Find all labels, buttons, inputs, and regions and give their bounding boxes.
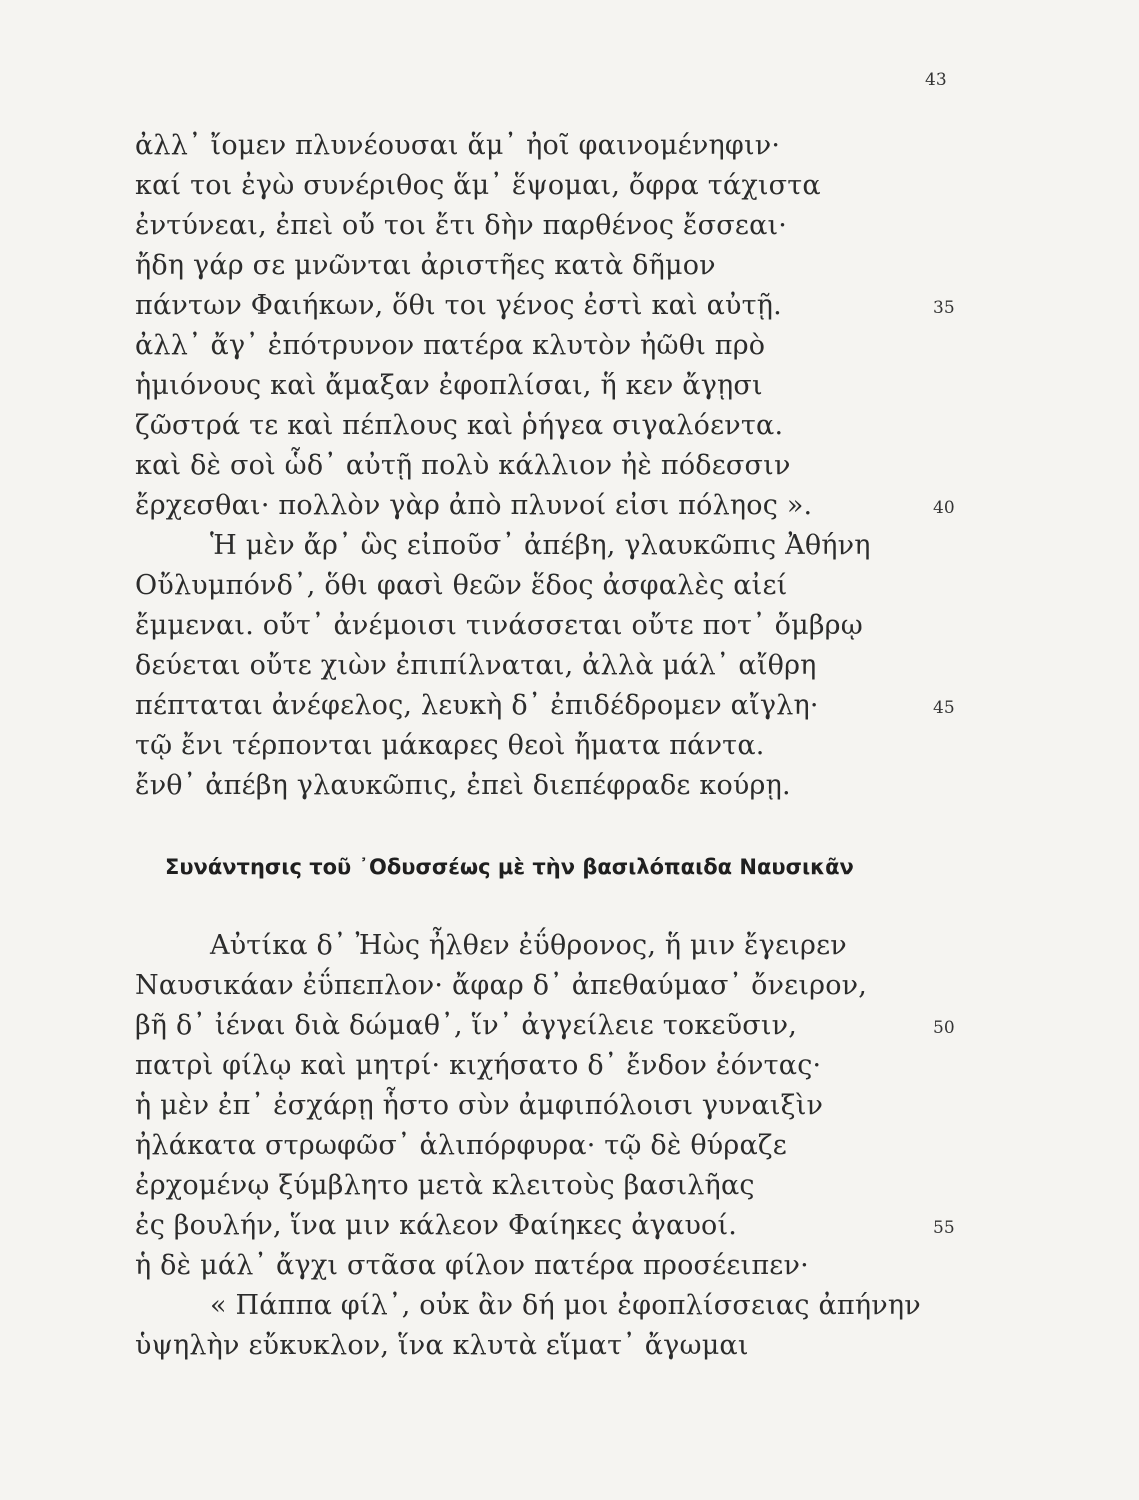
- verse-line: ἔνθ᾽ ἀπέβη γλαυκῶπις, ἐπεὶ διεπέφραδε κούρῃ.: [135, 770, 791, 801]
- verse-line: Οὔλυμπόνδ᾽, ὅθι φασὶ θεῶν ἕδος ἀσφαλὲς αἰεί: [135, 570, 788, 601]
- verse-line: πάντων Φαιήκων, ὅθι τοι γένος ἐστὶ καὶ αὐτῇ.: [135, 290, 782, 321]
- verse-line: τῷ ἔνι τέρπονται μάκαρες θεοὶ ἤματα πάντα.: [135, 730, 765, 761]
- verse-line: Ναυσικάαν ἐΰπεπλον· ἄφαρ δ᾽ ἀπεθαύμασ᾽ ὄνειρον,: [135, 970, 868, 1001]
- verse-line: ἐντύνεαι, ἐπεὶ οὔ τοι ἔτι δὴν παρθένος ἔσσεαι·: [135, 210, 788, 241]
- verse-line: ἠλάκατα στρωφῶσ᾽ ἁλιπόρφυρα· τῷ δὲ θύραζε: [135, 1130, 787, 1161]
- verse-line: καὶ δὲ σοὶ ὧδ᾽ αὐτῇ πολὺ κάλλιον ἠὲ πόδεσσιν: [135, 450, 791, 481]
- verse-line: ἡ δὲ μάλ᾽ ἄγχι στᾶσα φίλον πατέρα προσέειπεν·: [135, 1250, 809, 1281]
- verse-line: Ἡ μὲν ἄρ᾽ ὣς εἰποῦσ᾽ ἀπέβη, γλαυκῶπις Ἀθήνη: [210, 530, 871, 561]
- verse-line: πατρὶ φίλῳ καὶ μητρί· κιχήσατο δ᾽ ἔνδον ἐόντας·: [135, 1050, 822, 1081]
- section-heading: Συνάντησις τοῦ ᾽Οδυσσέως μὲ τὴν βασιλόπαιδα Ναυσικᾶν: [165, 855, 854, 879]
- verse-line: ἤδη γάρ σε μνῶνται ἀριστῆες κατὰ δῆμον: [135, 250, 716, 281]
- line-number: 55: [933, 1218, 955, 1238]
- verse-line: ζῶστρά τε καὶ πέπλους καὶ ῥήγεα σιγαλόεντα.: [135, 410, 784, 441]
- verse-line: Αὐτίκα δ᾽ Ἠὼς ἦλθεν ἐΰθρονος, ἥ μιν ἔγειρεν: [210, 930, 847, 961]
- verse-line: ἔμμεναι. οὔτ᾽ ἀνέμοισι τινάσσεται οὔτε ποτ᾽ ὄμβρῳ: [135, 610, 863, 641]
- line-number: 45: [933, 698, 955, 718]
- line-number: 50: [933, 1018, 955, 1038]
- verse-line: βῆ δ᾽ ἰέναι διὰ δώμαθ᾽, ἵν᾽ ἀγγείλειε τοκεῦσιν,: [135, 1010, 798, 1041]
- page-number: 43: [925, 70, 947, 90]
- verse-line: ἐρχομένῳ ξύμβλητο μετὰ κλειτοὺς βασιλῆας: [135, 1170, 755, 1201]
- verse-line: καί τοι ἐγὼ συνέριθος ἅμ᾽ ἕψομαι, ὄφρα τάχιστα: [135, 170, 821, 201]
- verse-line: πέπταται ἀνέφελος, λευκὴ δ᾽ ἐπιδέδρομεν αἴγλη·: [135, 690, 819, 721]
- line-number: 35: [933, 298, 955, 318]
- verse-line: ἡ μὲν ἐπ᾽ ἐσχάρῃ ἧστο σὺν ἀμφιπόλοισι γυναιξὶν: [135, 1090, 824, 1121]
- verse-line: δεύεται οὔτε χιὼν ἐπιπίλναται, ἀλλὰ μάλ᾽ αἴθρη: [135, 650, 817, 681]
- verse-line: ἡμιόνους καὶ ἄμαξαν ἐφοπλίσαι, ἥ κεν ἄγῃσι: [135, 370, 763, 401]
- verse-line: ἐς βουλήν, ἵνα μιν κάλεον Φαίηκες ἀγαυοί.: [135, 1210, 738, 1241]
- verse-line: ὑψηλὴν εὔκυκλον, ἵνα κλυτὰ εἵματ᾽ ἄγωμαι: [135, 1330, 749, 1361]
- line-number: 40: [933, 498, 955, 518]
- verse-line: « Πάππα φίλ᾽, οὐκ ἂν δή μοι ἐφοπλίσσειας ἀπήνην: [210, 1290, 921, 1321]
- verse-line: ἀλλ᾽ ἄγ᾽ ἐπότρυνον πατέρα κλυτὸν ἠῶθι πρὸ: [135, 330, 766, 361]
- verse-line: ἀλλ᾽ ἴομεν πλυνέουσαι ἅμ᾽ ἠοῖ φαινομένηφιν·: [135, 130, 781, 161]
- verse-line: ἔρχεσθαι· πολλὸν γὰρ ἀπὸ πλυνοί εἰσι πόληος ».: [135, 490, 813, 521]
